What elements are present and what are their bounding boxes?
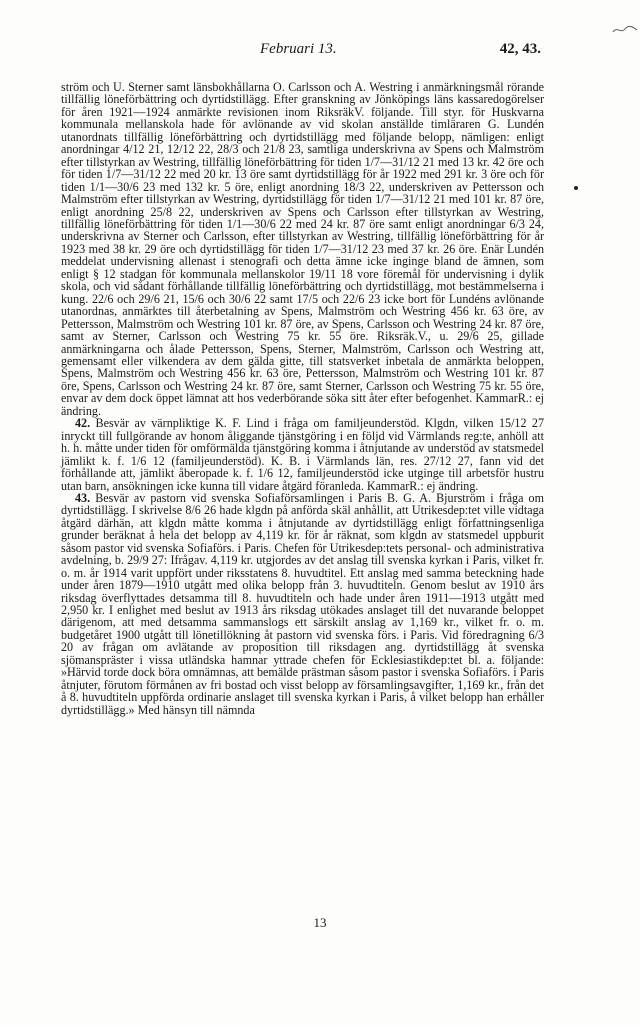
case-text: Besvär av pastorn vid svenska Sofiaförsamlingen i Paris B. G. A. Bjurström i fråga om dyrtidstillägg. I skrivelse 8/6 26 hade klgdn på anförda skäl anhållit, att Utrikesdep:tet ville vidtaga åtgärd därhän, att klgdn måtte komma i åtnjutande av dyrtidstillägg enligt författningsenliga grunder beräknat å hela det belopp av 4,119 kr. för år räknat, som klgdn av statsmedel uppburit såsom pastor vid svenska Sofiaförs. i Paris. Chefen för Utrikesdep:tets personal- och administrativa avdelning, b. 29/9 27: Ifrågav. 4,119 kr. utgjordes av det anslag till svenska kyrkan i Paris, vilket fr. o. m. år 1914 varit uppfört under riksstatens 8. huvudtitel. Ett anslag med samma beteckning hade under åren 1879—1910 utgått med olika belopp från 3. huvudtiteln. Genom beslut av 1910 års riksdag överflyttades detsamma till 8. huvudtiteln och hade under åren 1911—1913 utgått med 2,950 kr. I enlighet med beslut av 1913 års riksdag utökades anslaget till det nuvarande beloppet därigenom, att med detsamma sammanslogs ett särskilt anslag av 1,169 kr., vilket fr. o. m. budgetåret 1900 utgått till lönetillökning åt pastorn vid svenska förs. i Paris. Vid föredragning 6/3 20 av frågan om avlätande av proposition till riksdagen ang. dyrtidstillägg åt svenska sjömanspräster i vissa utländska hamnar yttrade chefen för Ecklesiastikdep:tet bl. a. följande: »Härvid torde dock böra omnämnas, att bemälde prästman såsom pastor i svenska Sofiaförs. i Paris åtnjuter, förutom förmånen av fri bostad och visst belopp av församlingsavgifter, 1,169 kr., från det å 8. huvudtiteln uppförda ordinarie anslaget till svenska kyrkan i Paris, å vilket belopp han erhåller dyrtidstillägg.» Med hänsyn till nämnda [61,490,544,717]
case-text: Besvär av värnpliktige K. F. Lind i fråga om familjeunderstöd. Klgdn, vilken 15/12 27 inryckt till fullgörande av honom åliggande tjänstgöring i en följd vid Värmlands reg:te, anhöll att h. h. måtte under tiden för omförmälda tjänstgöring komma i åtnjutande av understöd av statsmedel jämlikt k. f. 1/6 12 (familjeunderstöd). K. B. i Värmlands län, res. 27/12 27, fann vid det förhållande att, jämlikt åberopade k. f. 1/6 12, familjeunderstöd icke utginge till arbetsför hustru utan barn, ansökningen icke kunna till vidare åtgärd föranleda. KammarR.: ej ändring. [61,416,544,493]
margin-dot [574,186,578,190]
running-title: Februari 13. [260,41,337,57]
section-numbers: 42, 43. [499,41,541,57]
paragraph-42 [61,417,544,492]
body-text [61,81,544,716]
case-number: 42. [75,416,91,431]
margin-ink-mark [612,24,638,36]
running-head [0,41,640,63]
paragraph-43 [61,492,544,716]
page-folio: 13 [313,915,327,930]
paragraph-41-continued: ström och U. Sterner samt länsbokhållarna O. Carlsson och A. Westring i anmärkningsmål rörande tillfällig löneförbättring och dyrtidstillägg. Efter granskning av Jönköpings läns kassaredogörelser för åren 1921—1924 anmärkte revisionen inom RiksräkV. följande. Till styr. för Huskvarna kommunala mellanskola hade för avlönande av vid skolan anställde timläraren G. Lundén utanordnats tillfällig löneförbättring och dyrtidstillägg med följande belopp, nämligen: enligt anordningar 4/12 21, 12/12 22, 28/3 och 21/8 23, samtliga underskrivna av Spens och Malmström efter tillstyrkan av Westring, tillfällig löneförbättring för tiden 1/7—31/12 21 med 13 kr. 42 öre och för tiden 1/7—31/12 22 med 20 kr. 13 öre samt dyrtidstillägg för år 1922 med 291 kr. 3 öre och för tiden 1/1—30/6 23 med 132 kr. 5 öre, enligt anordning 18/3 22, underskriven av Pettersson och Malmström efter tillstyrkan av Westring, dyrtidstillägg för tiden 1/7—31/12 21 med 101 kr. 87 öre, enligt anordning 25/8 22, underskriven av Spens och Carlsson efter tillstyrkan av Westring, tillfällig löneförbättring för tiden 1/1—30/6 22 med 24 kr. 87 öre samt enligt anordningar 6/3 24, underskrivna av Sterner och Carlsson, efter tillstyrkan av Westring, tillfällig löneförbättring för år 1923 med 38 kr. 29 öre och dyrtidstillägg för tiden 1/7—31/12 23 med 37 kr. 26 öre. Enär Lundén meddelat undervisning allenast i stenografi och detta ämne icke inginge bland de ämnen, som enligt § 12 stadgan för kommunala mellanskolor 19/11 18 vore föremål för undervisning i dylik skola, och vid sådant förhållande tillfällig löneförbättring och dyrtidstillägg, mot bestämmelserna i kung. 22/6 och 29/6 21, 15/6 och 30/6 22 samt 17/5 och 22/6 23 icke bort för Lundéns avlönande utanordnas, anmärktes till återbetalning av Spens, Malmström och Westring 456 kr. 63 öre, av Pettersson, Malmström och Westring 101 kr. 87 öre, av Spens, Carlsson och Westring 24 kr. 87 öre, samt av Sterner, Carlsson och Westring 75 kr. 55 öre. Riksräk.V., u. 29/6 25, gillade anmärkningarna och ålade Pettersson, Spens, Sterner, Malmström, Carlsson och Westring att, gemensamt eller vilkendera av dem gälda gitte, till statsverket inbetala de anmärkta beloppen, Spens, Malmström och Westring 456 kr. 63 öre, Pettersson, Malmström och Westring 101 kr. 87 öre, Spens, Carlsson och Westring 24 kr. 87 öre, samt Sterner, Carlsson och Westring 75 kr. 55 öre, envar av dem dock öppet lämnat att hos vederbörande söka sitt åter efter befogenhet. KammarR.: ej ändring. [61,80,544,418]
case-number: 43. [75,490,91,505]
